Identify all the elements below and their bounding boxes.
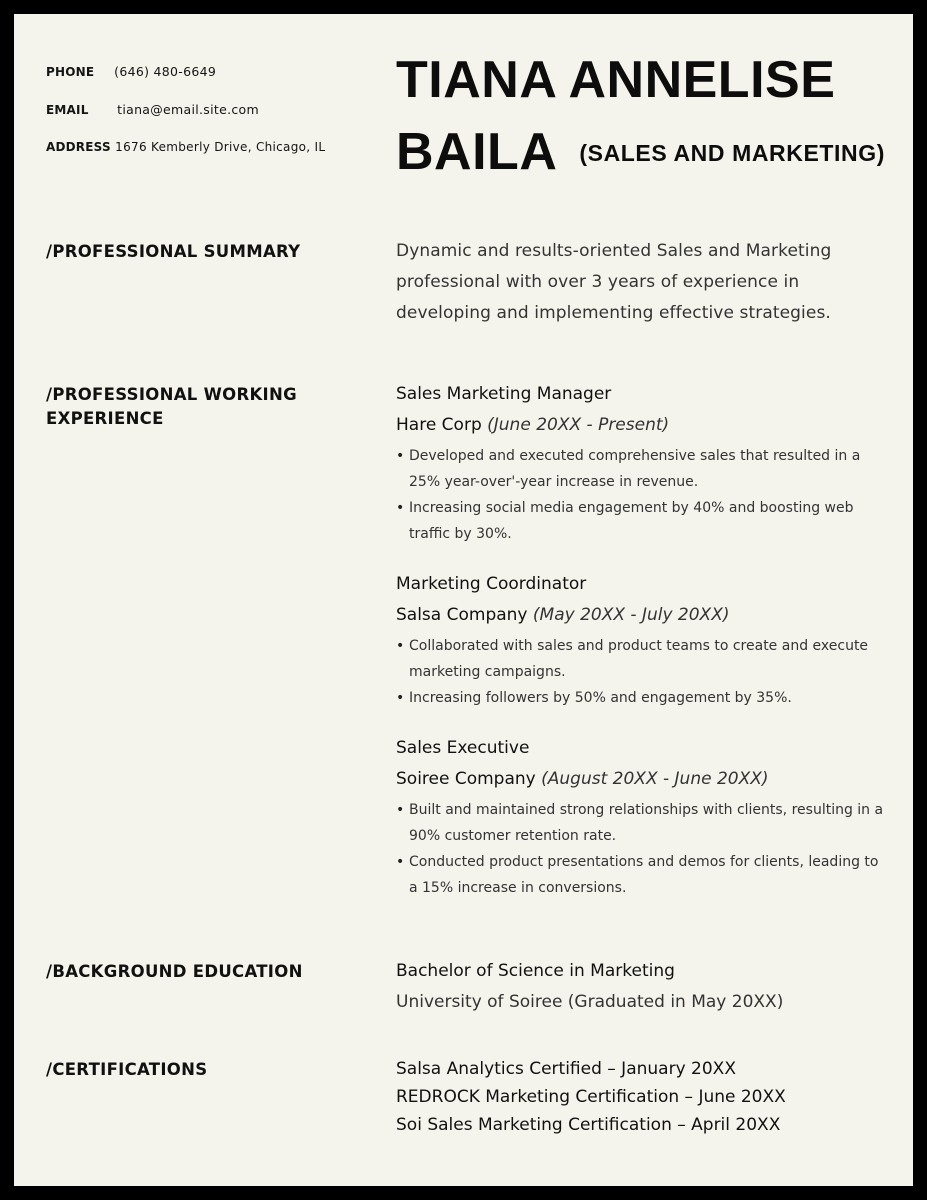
job-subtitle: (SALES AND MARKETING) [579, 140, 886, 166]
experience-heading-line-1: /PROFESSIONAL WORKING [46, 385, 297, 404]
phone-value: (646) 480-6649 [114, 64, 217, 79]
contact-email [46, 102, 259, 118]
job-company: Soiree Company [396, 769, 536, 789]
job-bullet: • Developed and executed comprehensive sales that resulted in a 25% year-over'-year increase in revenue. [396, 443, 886, 495]
job-entry [396, 379, 886, 547]
job-company: Salsa Company [396, 605, 528, 625]
job-bullet: • Increasing followers by 50% and engagement by 35%. [396, 685, 886, 711]
experience-heading [46, 383, 336, 431]
experience-heading-line-2: EXPERIENCE [46, 409, 164, 428]
job-bullets [396, 443, 886, 547]
job-title: Marketing Coordinator [396, 574, 587, 594]
job-company: Hare Corp [396, 415, 482, 435]
address-label: ADDRESS [46, 140, 111, 154]
email-value: tiana@email.site.com [117, 102, 259, 117]
certifications-heading: /CERTIFICATIONS [46, 1060, 208, 1079]
job-company-line [396, 410, 886, 441]
summary-heading: /PROFESSIONAL SUMMARY [46, 242, 301, 261]
phone-label: PHONE [46, 65, 95, 79]
name-line-1: TIANA ANNELISE [396, 51, 836, 109]
job-company-line [396, 764, 886, 795]
job-bullet: • Increasing social media engagement by 40% and boosting web traffic by 30%. [396, 495, 886, 547]
address-value: 1676 Kemberly Drive, Chicago, IL [115, 140, 326, 154]
job-title: Sales Executive [396, 738, 530, 758]
certification-item: REDROCK Marketing Certification – June 20XX [396, 1087, 786, 1107]
certifications-list [396, 1055, 886, 1139]
job-dates: (August 20XX - June 20XX) [541, 769, 769, 789]
job-company-line [396, 600, 886, 631]
education-school: University of Soiree (Graduated in May 20XX) [396, 992, 784, 1012]
contact-address [46, 140, 325, 155]
name-line-2: BAILA [396, 123, 558, 181]
job-bullet: • Collaborated with sales and product teams to create and execute marketing campaigns. [396, 633, 886, 685]
education-heading: /BACKGROUND EDUCATION [46, 962, 303, 981]
education-entry [396, 956, 886, 1018]
contact-phone [46, 64, 216, 80]
job-entry [396, 569, 886, 711]
certification-item: Soi Sales Marketing Certification – April 20XX [396, 1115, 781, 1135]
email-label: EMAIL [46, 103, 89, 117]
name-line-2-wrap [396, 116, 896, 189]
job-dates: (May 20XX - July 20XX) [532, 605, 730, 625]
job-bullet: • Conducted product presentations and demos for clients, leading to a 15% increase in conversions. [396, 849, 886, 901]
education-degree: Bachelor of Science in Marketing [396, 961, 675, 981]
job-dates: (June 20XX - Present) [487, 415, 670, 435]
page-title [396, 44, 896, 189]
resume-page [14, 14, 913, 1186]
certification-item: Salsa Analytics Certified – January 20XX [396, 1059, 736, 1079]
summary-text: Dynamic and results-oriented Sales and Marketing professional with over 3 years of experience in developing and implementing effective strategies. [396, 241, 832, 323]
job-bullet: • Built and maintained strong relationships with clients, resulting in a 90% customer retention rate. [396, 797, 886, 849]
job-title: Sales Marketing Manager [396, 384, 612, 404]
job-entry [396, 733, 886, 901]
job-bullets [396, 797, 886, 901]
job-bullets [396, 633, 886, 711]
